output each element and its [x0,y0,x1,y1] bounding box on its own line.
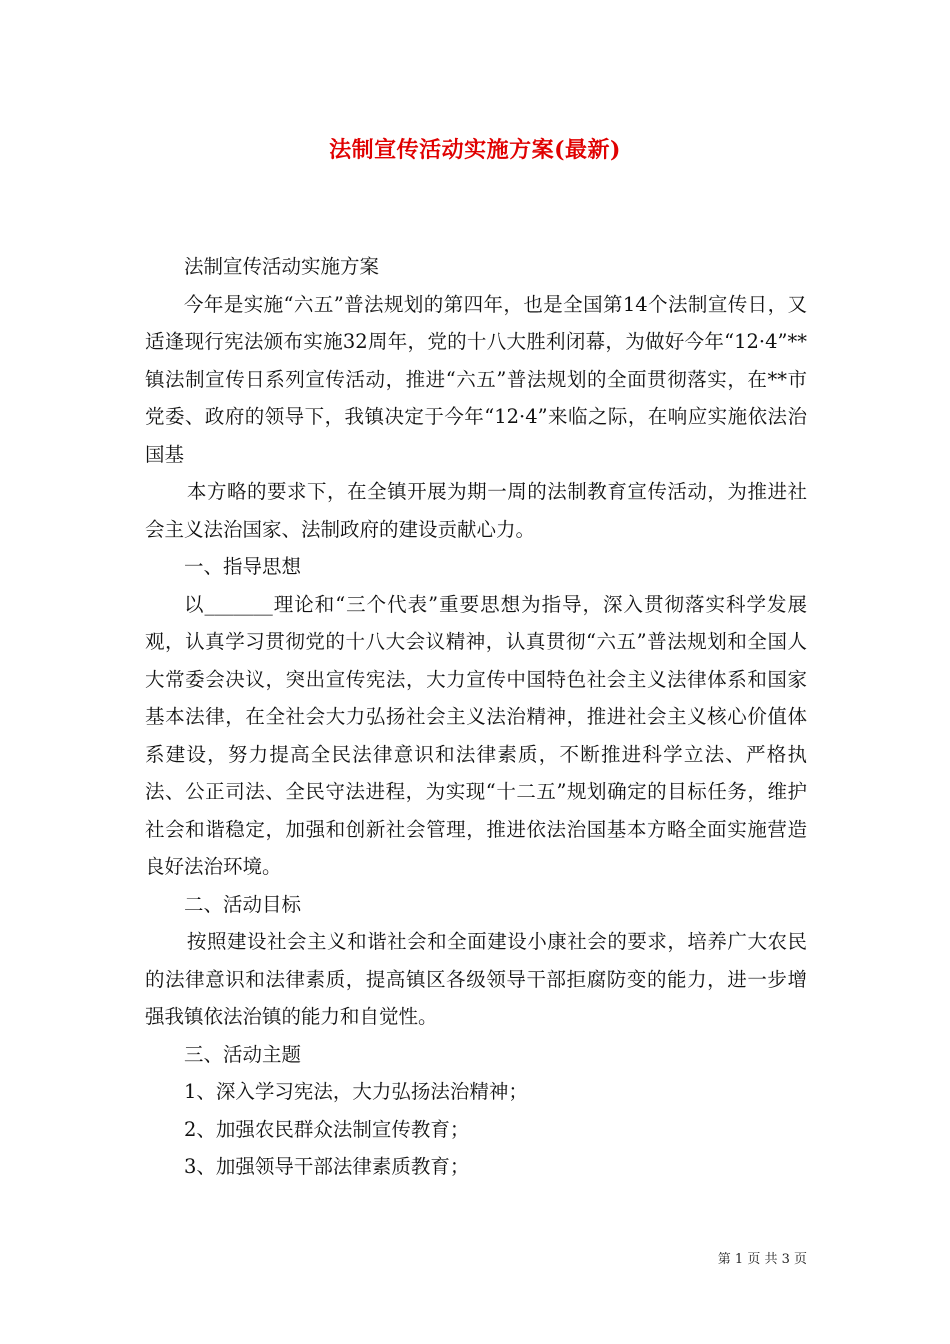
intro-paragraph: 今年是实施“六五”普法规划的第四年，也是全国第14个法制宣传日，又适逢现行宪法颁布实施32周年，党的十八大胜利闭幕，为做好今年“12·4”**镇法制宣传日系列宣传活动，推进“六五”普法规划的全面贯彻落实，在**市党委、政府的领导下，我镇决定于今年“12·4”来临之际，在响应实施依法治国基 [145,292,807,466]
theme-item-1: 1、深入学习宪法，大力弘扬法治精神； [184,1080,528,1103]
intro-continuation-paragraph: 本方略的要求下，在全镇开展为期一周的法制教育宣传活动，为推进社会主义法治国家、法制政府的建设贡献心力。 [145,480,807,541]
document-body [145,248,807,1186]
activity-goals-paragraph: 按照建设社会主义和谐社会和全面建设小康社会的要求，培养广大农民的法律意识和法律素质，提高镇区各级领导干部拒腐防变的能力，进一步增强我镇依法治镇的能力和自觉性。 [145,930,807,1028]
theme-item-2: 2、加强农民群众法制宣传教育； [184,1117,470,1141]
guiding-ideology-paragraph: 以_______理论和“三个代表”重要思想为指导，深入贯彻落实科学发展观，认真学习贯彻党的十八大会议精神，认真贯彻“六五”普法规划和全国人大常委会决议，突出宣传宪法，大力宣传中国特色社会主义法律体系和国家基本法律，在全社会大力弘扬社会主义法治精神，推进社会主义核心价值体系建设，努力提高全民法律意识和法律素质，不断推进科学立法、严格执法、公正司法、全民守法进程，为实现“十二五”规划确定的目标任务，维护社会和谐稳定，加强和创新社会管理，推进依法治国基本方略全面实施营造良好法治环境。 [145,592,807,878]
subtitle-paragraph: 法制宣传活动实施方案 [184,255,380,278]
section-heading-activity-themes: 三、活动主题 [184,1042,302,1066]
theme-item-3: 3、加强领导干部法律素质教育； [184,1155,470,1178]
document-title: 法制宣传活动实施方案(最新) [329,137,621,163]
page-number-footer: 第 1 页 共 3 页 [717,1252,807,1267]
section-heading-activity-goals: 二、活动目标 [184,892,302,916]
section-heading-guiding-ideology: 一、指导思想 [184,555,302,578]
